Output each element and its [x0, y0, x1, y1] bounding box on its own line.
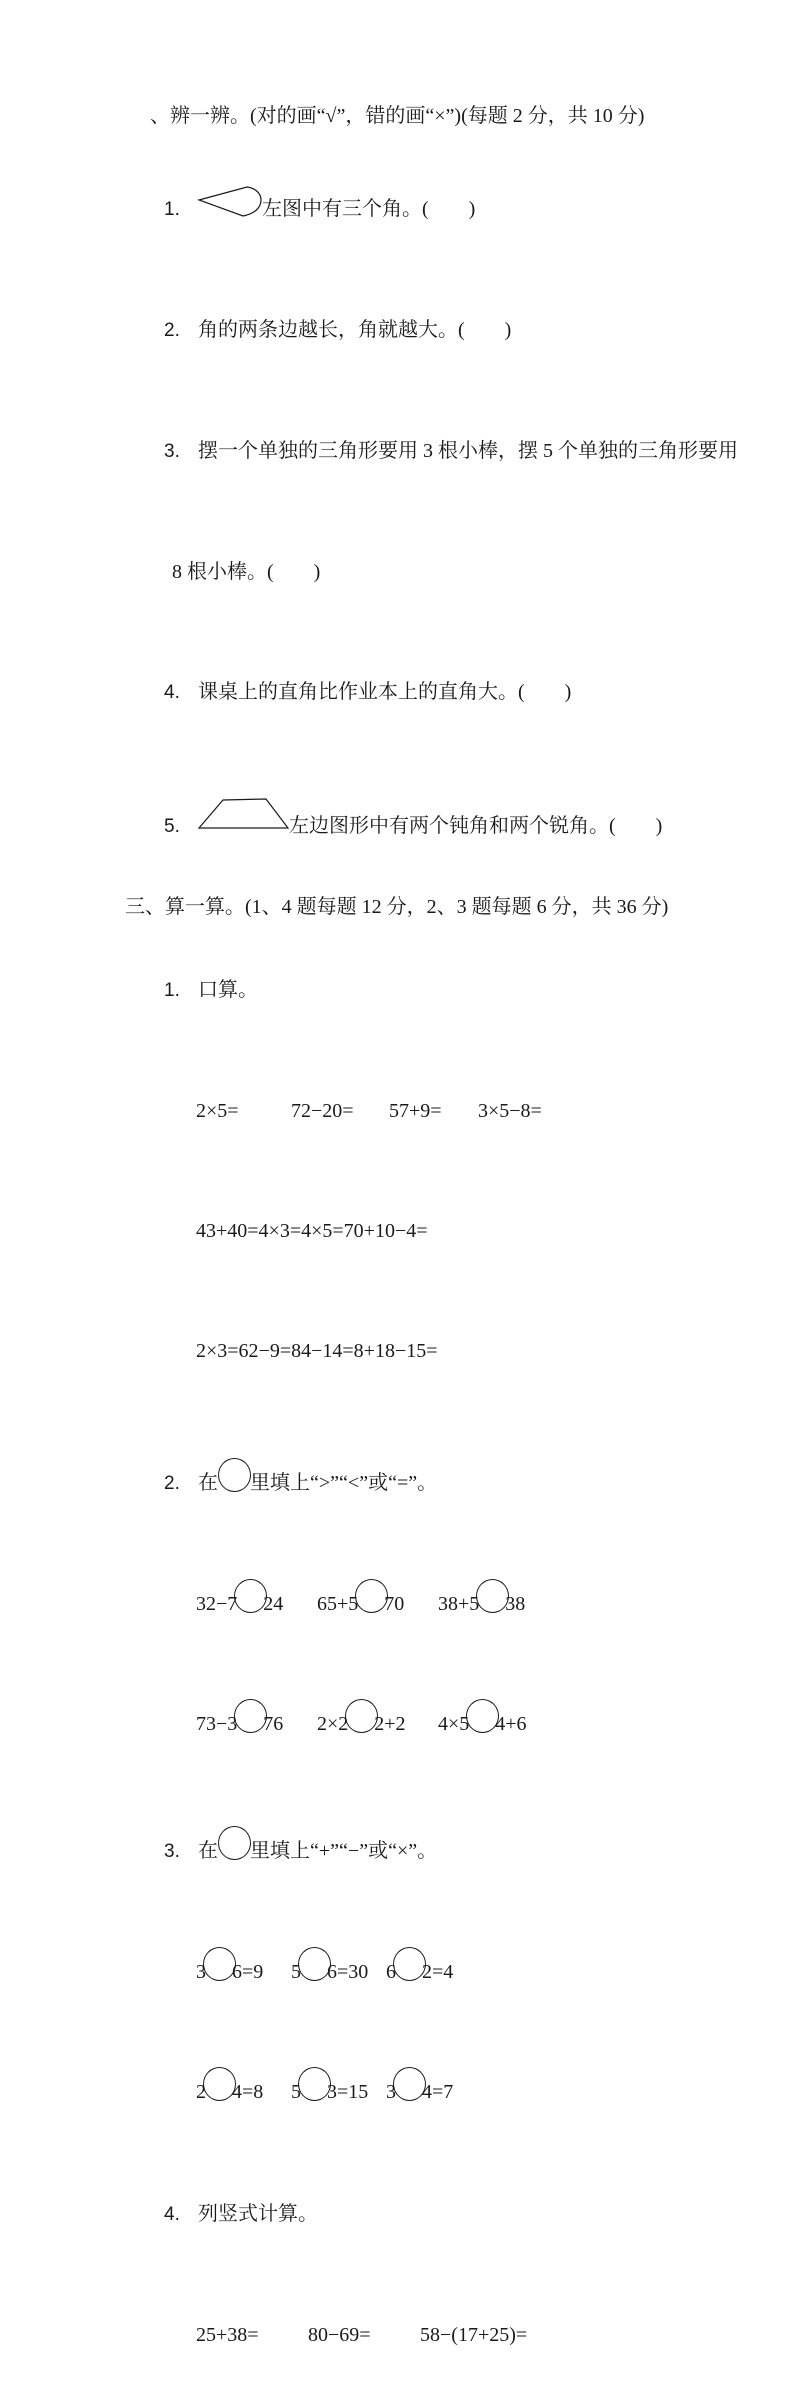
expression-right: 6=9 — [232, 1961, 264, 1983]
answer-circle — [233, 1600, 267, 1610]
tf-item-1-number: 1. — [164, 199, 180, 220]
expression-right: 24 — [263, 1593, 284, 1615]
calc-item-3-number: 3. — [164, 1841, 180, 1862]
tf-item-3 — [0, 391, 793, 512]
calc-item-4-text: 列竖式计算。 — [198, 2203, 318, 2225]
operator-problem — [196, 2072, 291, 2112]
fan-shape-figure — [198, 185, 262, 218]
expression-right: 38 — [505, 1593, 526, 1615]
tf-item-5-text: 左边图形中有两个钝角和两个锐角。( ) — [289, 815, 663, 837]
operator-problem — [386, 2072, 481, 2112]
oral-calc-row-2 — [0, 1171, 793, 1291]
calc-item-2-label — [0, 1423, 793, 1544]
expression-right: 70 — [384, 1593, 405, 1615]
compare-problem — [317, 1704, 438, 1744]
compare-problem — [438, 1704, 559, 1744]
calc-item-1-text: 口算。 — [198, 979, 258, 1001]
compare-row-1 — [0, 1544, 793, 1664]
math-problem: 2×3=62−9=84−14=8+18−15= — [196, 1340, 438, 1362]
tf-item-3-number: 3. — [164, 441, 180, 462]
tf-item-3-continuation — [0, 512, 793, 632]
tf-item-2-text: 角的两条边越长，角就越大。( ) — [198, 319, 512, 341]
operator-problem — [291, 1952, 386, 1992]
tf-item-4-number: 4. — [164, 682, 180, 703]
calc-item-2-text-pre: 在 — [198, 1472, 218, 1494]
expression-left: 3 — [386, 2081, 396, 2103]
answer-circle — [475, 1600, 509, 1610]
answer-circle — [392, 2088, 426, 2098]
expression-left: 38+5 — [438, 1593, 480, 1615]
trapezoid-shape-figure — [198, 798, 289, 829]
tf-item-3-text-line2: 8 根小棒。( ) — [172, 561, 321, 583]
operator-row-1 — [0, 1912, 793, 2032]
expression-left: 32−7 — [196, 1593, 238, 1615]
math-problem: 72−20= — [291, 1100, 354, 1122]
operator-problem — [196, 1952, 291, 1992]
expression-left: 5 — [291, 1961, 301, 1983]
calc-item-4-number: 4. — [164, 2204, 180, 2225]
expression-left: 3 — [196, 1961, 206, 1983]
oral-calc-row-3 — [0, 1291, 793, 1411]
section-calculate-title: 三、算一算。(1、4 题每题 12 分，2、3 题每题 6 分，共 36 分) — [125, 896, 669, 918]
expression-left: 5 — [291, 2081, 301, 2103]
operator-problem — [386, 1952, 481, 1992]
expression-right: 3=15 — [327, 2081, 369, 2103]
expression-right: 76 — [263, 1713, 284, 1735]
tf-item-1-text: 左图中有三个角。( ) — [262, 198, 476, 220]
answer-circle — [297, 1968, 331, 1978]
expression-left: 2×2 — [317, 1713, 349, 1735]
answer-circle — [202, 1968, 236, 1978]
expression-left: 65+5 — [317, 1593, 359, 1615]
math-problem: 43+40=4×3=4×5=70+10−4= — [196, 1220, 428, 1242]
tf-item-5-number: 5. — [164, 816, 180, 837]
answer-circle — [217, 1847, 251, 1857]
math-problem: 57+9= — [389, 1100, 442, 1122]
compare-problem — [317, 1584, 438, 1624]
answer-circle — [202, 2088, 236, 2098]
operator-row-2 — [0, 2032, 793, 2152]
expression-right: 2=4 — [422, 1961, 454, 1983]
section-truefalse-title: 、辨一辨。(对的画“√”，错的画“×”)(每题 2 分，共 10 分) — [150, 105, 645, 127]
tf-item-5 — [0, 758, 793, 887]
calc-item-3-label — [0, 1791, 793, 1912]
answer-circle — [297, 2088, 331, 2098]
expression-left: 6 — [386, 1961, 396, 1983]
expression-left: 2 — [196, 2081, 206, 2103]
compare-problem — [196, 1584, 317, 1624]
math-problem: 25+38= — [196, 2324, 259, 2346]
math-problem: 2×5= — [196, 1100, 239, 1122]
expression-right: 4=7 — [422, 2081, 454, 2103]
math-problem: 3×5−8= — [478, 1100, 542, 1122]
oral-calc-row-1 — [0, 1051, 793, 1171]
answer-circle — [217, 1479, 251, 1489]
answer-circle — [392, 1968, 426, 1978]
calc-item-1-number: 1. — [164, 980, 180, 1001]
compare-row-2 — [0, 1664, 793, 1784]
compare-problem — [196, 1704, 317, 1744]
expression-right: 6=30 — [327, 1961, 369, 1983]
tf-item-4 — [0, 632, 793, 753]
answer-circle — [465, 1720, 499, 1730]
answer-circle — [233, 1720, 267, 1730]
expression-right: 2+2 — [374, 1713, 406, 1735]
answer-circle — [354, 1600, 388, 1610]
expression-right: 4+6 — [495, 1713, 527, 1735]
operator-problem — [291, 2072, 386, 2112]
calc-item-4-label — [0, 2154, 793, 2275]
tf-item-4-text: 课桌上的直角比作业本上的直角大。( ) — [198, 681, 572, 703]
compare-problem — [438, 1584, 559, 1624]
math-problem: 58−(17+25)= — [420, 2324, 528, 2346]
tf-item-1 — [0, 145, 793, 270]
calc-item-1-label — [0, 930, 793, 1051]
calc-item-3-text-post: 里填上“+”“−”或“×”。 — [250, 1840, 438, 1862]
expression-right: 4=8 — [232, 2081, 264, 2103]
calc-item-3-text-pre: 在 — [198, 1840, 218, 1862]
math-problem: 80−69= — [308, 2324, 371, 2346]
vertical-calc-row — [0, 2275, 793, 2395]
tf-item-2-number: 2. — [164, 320, 180, 341]
expression-left: 73−3 — [196, 1713, 238, 1735]
tf-item-2 — [0, 270, 793, 391]
answer-circle — [344, 1720, 378, 1730]
calc-item-2-text-post: 里填上“>”“<”或“=”。 — [250, 1472, 438, 1494]
tf-item-3-text-line1: 摆一个单独的三角形要用 3 根小棒，摆 5 个单独的三角形要用 — [198, 440, 738, 462]
calc-item-2-number: 2. — [164, 1473, 180, 1494]
expression-left: 4×5 — [438, 1713, 470, 1735]
